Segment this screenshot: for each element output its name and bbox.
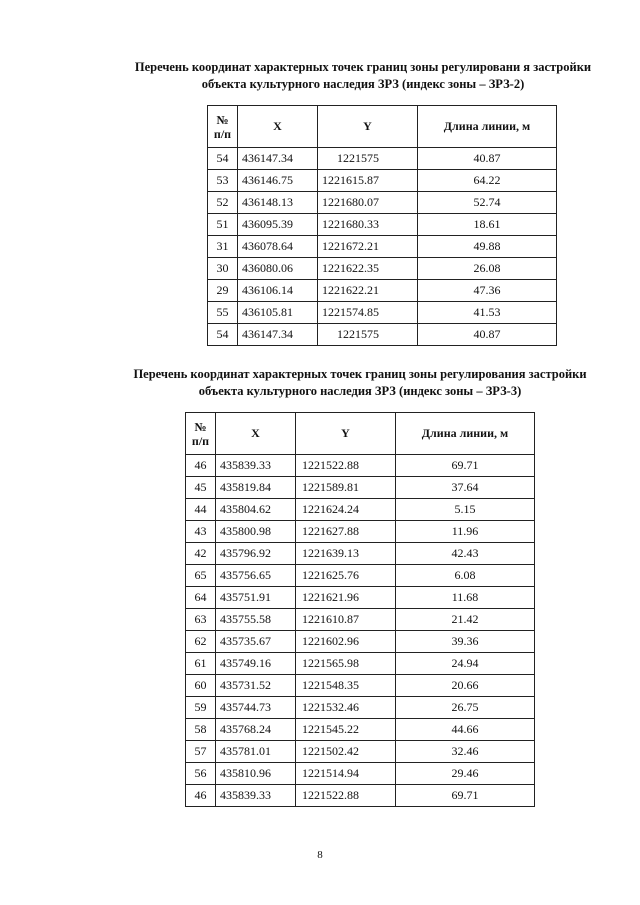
y-coordinate-cell: 1221624.24 (296, 499, 396, 521)
y-coordinate-cell: 1221610.87 (296, 609, 396, 631)
y-coordinate-cell: 1221621.96 (296, 587, 396, 609)
line-length-cell: 11.68 (396, 587, 535, 609)
x-coordinate-cell: 436080.06 (238, 258, 318, 280)
point-number-cell: 43 (186, 521, 216, 543)
line-length-cell: 29.46 (396, 763, 535, 785)
table-row (208, 148, 557, 170)
section1-title (108, 59, 618, 93)
point-number-cell: 52 (208, 192, 238, 214)
y-coordinate-cell: 1221615.87 (318, 170, 418, 192)
x-coordinate-cell: 435839.33 (216, 455, 296, 477)
x-coordinate-cell: 436105.81 (238, 302, 318, 324)
section1-title-line1: Перечень координат характерных точек границ зоны регулировани я застройки (134, 60, 592, 74)
x-coordinate-cell: 435731.52 (216, 675, 296, 697)
table-row (186, 609, 535, 631)
table-row (186, 455, 535, 477)
point-number-cell: 46 (186, 455, 216, 477)
y-coordinate-cell: 1221545.22 (296, 719, 396, 741)
line-length-cell: 44.66 (396, 719, 535, 741)
point-number-cell: 45 (186, 477, 216, 499)
point-number-cell: 62 (186, 631, 216, 653)
point-number-cell: 44 (186, 499, 216, 521)
line-length-cell: 20.66 (396, 675, 535, 697)
x-coordinate-cell: 436078.64 (238, 236, 318, 258)
x-coordinate-cell: 435744.73 (216, 697, 296, 719)
point-number-cell: 42 (186, 543, 216, 565)
x-coordinate-cell: 435735.67 (216, 631, 296, 653)
x-coordinate-cell: 435755.58 (216, 609, 296, 631)
point-number-cell: 59 (186, 697, 216, 719)
y-coordinate-cell: 1221622.21 (318, 280, 418, 302)
y-coordinate-cell: 1221532.46 (296, 697, 396, 719)
y-coordinate-cell: 1221602.96 (296, 631, 396, 653)
line-length-cell: 69.71 (396, 455, 535, 477)
x-coordinate-cell: 435751.91 (216, 587, 296, 609)
point-number-cell: 54 (208, 324, 238, 346)
x-coordinate-cell: 436147.34 (238, 324, 318, 346)
x-coordinate-cell: 435768.24 (216, 719, 296, 741)
line-length-cell: 40.87 (418, 324, 557, 346)
point-number-cell: 64 (186, 587, 216, 609)
point-number-cell: 54 (208, 148, 238, 170)
section2-title-line1: Перечень координат характерных точек границ зоны регулирования застройки (133, 367, 587, 381)
line-length-cell: 41.53 (418, 302, 557, 324)
y-coordinate-cell: 1221522.88 (296, 785, 396, 807)
table-row (208, 170, 557, 192)
point-number-cell: 29 (208, 280, 238, 302)
header-length: Длина линии, м (396, 413, 535, 455)
point-number-cell: 46 (186, 785, 216, 807)
table-row (208, 324, 557, 346)
x-coordinate-cell: 436147.34 (238, 148, 318, 170)
line-length-cell: 21.42 (396, 609, 535, 631)
header-y: Y (318, 106, 418, 148)
point-number-cell: 61 (186, 653, 216, 675)
line-length-cell: 42.43 (396, 543, 535, 565)
line-length-cell: 47.36 (418, 280, 557, 302)
y-coordinate-cell: 1221522.88 (296, 455, 396, 477)
line-length-cell: 64.22 (418, 170, 557, 192)
x-coordinate-cell: 435781.01 (216, 741, 296, 763)
y-coordinate-cell: 1221639.13 (296, 543, 396, 565)
x-coordinate-cell: 435804.62 (216, 499, 296, 521)
line-length-cell: 49.88 (418, 236, 557, 258)
table-row (186, 477, 535, 499)
x-coordinate-cell: 435796.92 (216, 543, 296, 565)
line-length-cell: 39.36 (396, 631, 535, 653)
header-y: Y (296, 413, 396, 455)
y-coordinate-cell: 1221680.33 (318, 214, 418, 236)
table-row (186, 499, 535, 521)
line-length-cell: 69.71 (396, 785, 535, 807)
table-row (186, 675, 535, 697)
line-length-cell: 26.08 (418, 258, 557, 280)
point-number-cell: 53 (208, 170, 238, 192)
table-row (186, 697, 535, 719)
line-length-cell: 52.74 (418, 192, 557, 214)
table-row (186, 521, 535, 543)
table-row (186, 565, 535, 587)
y-coordinate-cell: 1221672.21 (318, 236, 418, 258)
point-number-cell: 57 (186, 741, 216, 763)
header-num: № п/п (186, 413, 216, 455)
y-coordinate-cell: 1221575 (318, 148, 418, 170)
header-length: Длина линии, м (418, 106, 557, 148)
table-row (186, 653, 535, 675)
point-number-cell: 63 (186, 609, 216, 631)
y-coordinate-cell: 1221574.85 (318, 302, 418, 324)
line-length-cell: 6.08 (396, 565, 535, 587)
point-number-cell: 31 (208, 236, 238, 258)
x-coordinate-cell: 436148.13 (238, 192, 318, 214)
x-coordinate-cell: 436095.39 (238, 214, 318, 236)
table-row (186, 631, 535, 653)
line-length-cell: 24.94 (396, 653, 535, 675)
line-length-cell: 18.61 (418, 214, 557, 236)
table-row (186, 741, 535, 763)
y-coordinate-cell: 1221627.88 (296, 521, 396, 543)
y-coordinate-cell: 1221565.98 (296, 653, 396, 675)
point-number-cell: 58 (186, 719, 216, 741)
y-coordinate-cell: 1221575 (318, 324, 418, 346)
x-coordinate-cell: 435756.65 (216, 565, 296, 587)
table-row (208, 236, 557, 258)
section2-title-line2: объекта культурного наследия ЗРЗ (индекс зоны – ЗРЗ-3) (198, 384, 522, 398)
line-length-cell: 11.96 (396, 521, 535, 543)
table-row (186, 785, 535, 807)
table-header-row (186, 413, 535, 455)
table-row (208, 302, 557, 324)
point-number-cell: 56 (186, 763, 216, 785)
table-row (208, 192, 557, 214)
line-length-cell: 40.87 (418, 148, 557, 170)
y-coordinate-cell: 1221514.94 (296, 763, 396, 785)
x-coordinate-cell: 436106.14 (238, 280, 318, 302)
point-number-cell: 51 (208, 214, 238, 236)
x-coordinate-cell: 435749.16 (216, 653, 296, 675)
table-row (186, 587, 535, 609)
coordinates-table-zrz2 (207, 105, 557, 346)
header-num: № п/п (208, 106, 238, 148)
line-length-cell: 26.75 (396, 697, 535, 719)
table-row (186, 719, 535, 741)
header-x: X (238, 106, 318, 148)
y-coordinate-cell: 1221548.35 (296, 675, 396, 697)
table-row (208, 258, 557, 280)
line-length-cell: 5.15 (396, 499, 535, 521)
x-coordinate-cell: 435800.98 (216, 521, 296, 543)
point-number-cell: 55 (208, 302, 238, 324)
table-row (208, 214, 557, 236)
line-length-cell: 32.46 (396, 741, 535, 763)
header-x: X (216, 413, 296, 455)
section2-title (100, 366, 620, 400)
section1-title-line2: объекта культурного наследия ЗРЗ (индекс зоны – ЗРЗ-2) (201, 77, 525, 91)
table-row (208, 280, 557, 302)
x-coordinate-cell: 436146.75 (238, 170, 318, 192)
table-header-row (208, 106, 557, 148)
point-number-cell: 30 (208, 258, 238, 280)
point-number-cell: 65 (186, 565, 216, 587)
y-coordinate-cell: 1221625.76 (296, 565, 396, 587)
line-length-cell: 37.64 (396, 477, 535, 499)
x-coordinate-cell: 435819.84 (216, 477, 296, 499)
y-coordinate-cell: 1221680.07 (318, 192, 418, 214)
x-coordinate-cell: 435810.96 (216, 763, 296, 785)
x-coordinate-cell: 435839.33 (216, 785, 296, 807)
y-coordinate-cell: 1221502.42 (296, 741, 396, 763)
table-row (186, 763, 535, 785)
point-number-cell: 60 (186, 675, 216, 697)
page-number: 8 (317, 849, 323, 861)
table-row (186, 543, 535, 565)
coordinates-table-zrz3 (185, 412, 535, 807)
y-coordinate-cell: 1221589.81 (296, 477, 396, 499)
y-coordinate-cell: 1221622.35 (318, 258, 418, 280)
